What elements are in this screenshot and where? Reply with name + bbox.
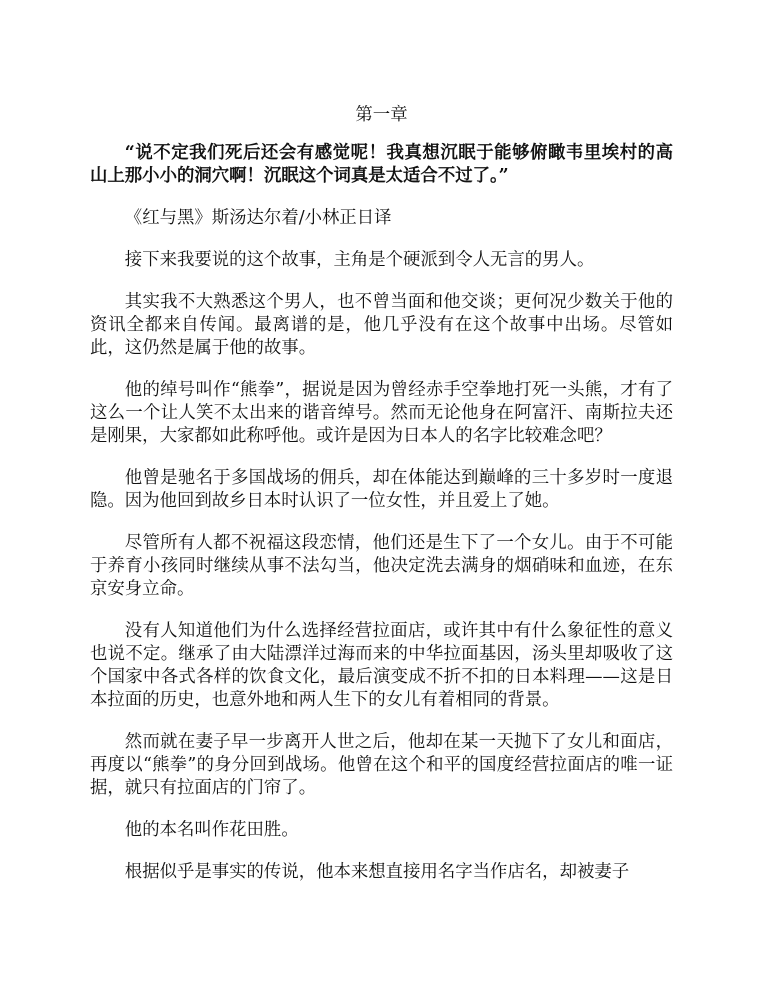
- paragraph: 没有人知道他们为什么选择经营拉面店，或许其中有什么象征性的意义也说不定。继承了由大陆漂洋过海而来的中华拉面基因，汤头里却吸收了这个国家中各式各样的饮食文化，最后演变成不折不扣的日本料理——这是日本拉面的历史，也意外地和两人生下的女儿有着相同的背景。: [90, 621, 673, 710]
- paragraph: 尽管所有人都不祝福这段恋情，他们还是生下了一个女儿。由于不可能于养育小孩同时继续从事不法勾当，他决定洗去满身的烟硝味和血迹，在东京安身立命。: [90, 533, 673, 599]
- paragraph: 他曾是驰名于多国战场的佣兵，却在体能达到巅峰的三十多岁时一度退隐。因为他回到故乡日本时认识了一位女性，并且爱上了她。: [90, 468, 673, 511]
- paragraph: 然而就在妻子早一步离开人世之后，他却在某一天抛下了女儿和面店，再度以“熊拳”的身分回到战场。他曾在这个和平的国度经营拉面店的唯一证据，就只有拉面店的门帘了。: [90, 732, 673, 798]
- paragraph: 接下来我要说的这个故事，主角是个硬派到令人无言的男人。: [124, 250, 595, 270]
- chapter-title: 第一章: [355, 105, 408, 125]
- paragraph: 他的绰号叫作“熊拳”，据说是因为曾经赤手空拳地打死一头熊，才有了这么一个让人笑不太出来的谐音绰号。然而无论他身在阿富汗、南斯拉夫还是刚果，大家都如此称呼他。或许是因为日本人的名字比较难念吧？: [90, 380, 673, 446]
- paragraph: 根据似乎是事实的传说，他本来想直接用名字当作店名，却被妻子: [124, 862, 630, 882]
- epigraph-source: 《红与黑》斯汤达尔着/小林正日译: [124, 208, 392, 228]
- paragraph: 他的本名叫作花田胜。: [124, 820, 299, 840]
- paragraph: 其实我不大熟悉这个男人，也不曾当面和他交谈；更何况少数关于他的资讯全都来自传闻。最离谱的是，他几乎没有在这个故事中出场。尽管如此，这仍然是属于他的故事。: [90, 292, 673, 358]
- epigraph-quote: “说不定我们死后还会有感觉呢！我真想沉眠于能够俯瞰韦里埃村的高山上那小小的洞穴啊！沉眠这个词真是太适合不过了。”: [90, 143, 673, 186]
